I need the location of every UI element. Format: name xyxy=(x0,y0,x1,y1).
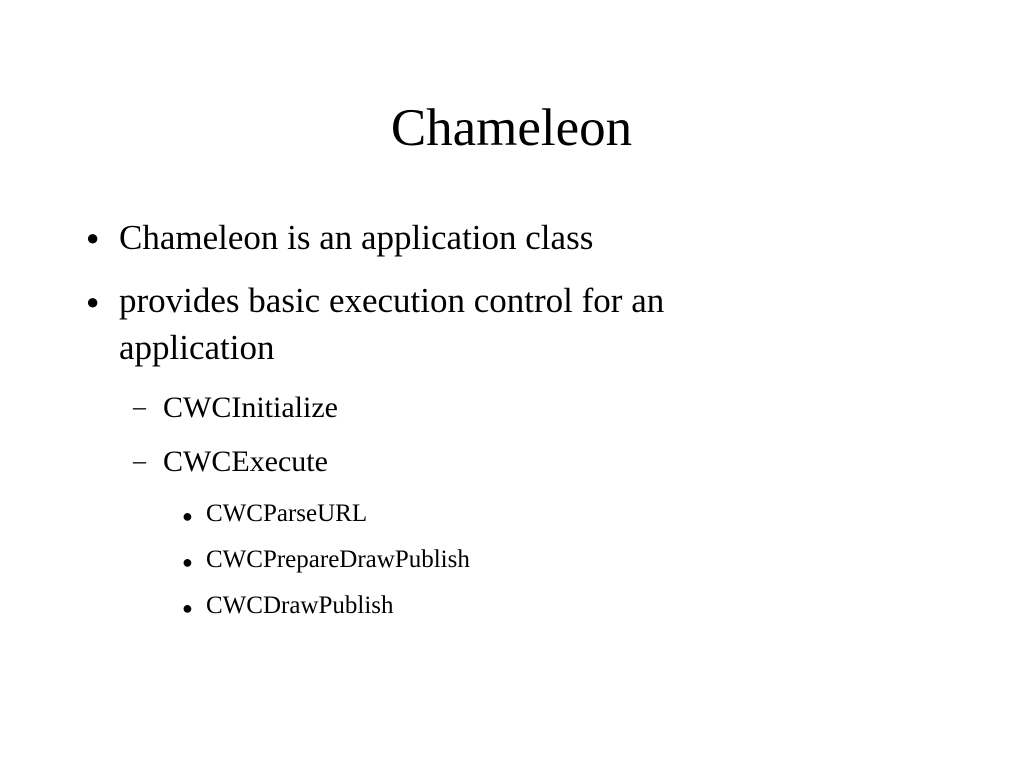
dash-icon: – xyxy=(133,446,146,475)
sub-bullet-text: CWCInitialize xyxy=(163,391,338,424)
bullet-dot-icon: ● xyxy=(182,598,193,618)
sub-sub-bullet-text: CWCPrepareDrawPublish xyxy=(206,546,470,573)
bullet-dot-icon: ● xyxy=(86,289,100,314)
dash-icon: – xyxy=(133,392,146,421)
bullet-text-line: application xyxy=(119,328,275,367)
bullet-dot-icon: ● xyxy=(182,506,193,526)
bullet-dot-icon: ● xyxy=(182,552,193,572)
sub-bullet-text: CWCExecute xyxy=(163,445,328,478)
sub-sub-bullet-text: CWCDrawPublish xyxy=(206,592,394,619)
sub-sub-bullet-text: CWCParseURL xyxy=(206,500,368,527)
bullet-text-line: provides basic execution control for an xyxy=(119,281,665,320)
slide-title: Chameleon xyxy=(390,99,633,157)
bullet-text: Chameleon is an application class xyxy=(119,218,594,257)
bullet-dot-icon: ● xyxy=(86,225,100,250)
